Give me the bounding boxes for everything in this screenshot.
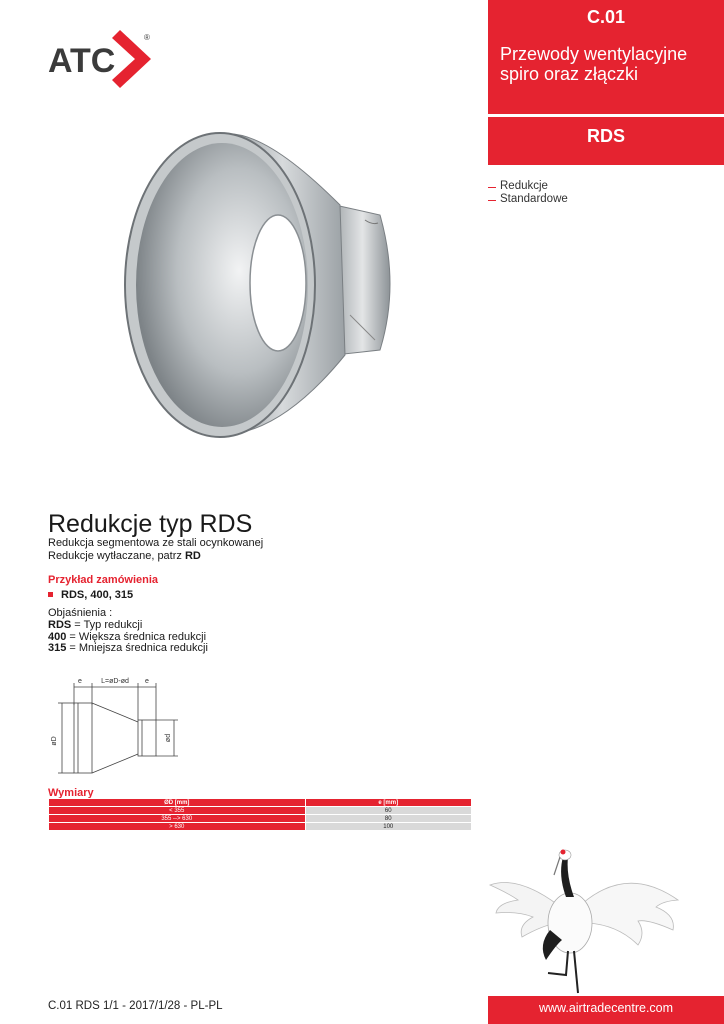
table-cell: 60: [305, 807, 471, 815]
model-code: RDS: [586, 126, 625, 146]
description-line-2: [48, 550, 263, 563]
column-header: ØD [mm]: [49, 799, 306, 807]
explanation-text: = Mniejsza średnica redukcji: [66, 642, 208, 655]
table-row: [49, 815, 472, 823]
technical-drawing: [46, 675, 206, 780]
atc-logo: [46, 30, 156, 88]
table-row: [49, 823, 472, 831]
website-link[interactable]: www.airtradecentre.com: [488, 996, 724, 1024]
table-cell: 80: [305, 815, 471, 823]
subnav-item-standard[interactable]: Standardowe: [488, 193, 568, 206]
table-cell: 355 --> 630: [49, 815, 306, 823]
drawing-label-e-left: e: [78, 678, 82, 685]
table-header-row: [49, 799, 472, 807]
explanation-text: = Większa średnica redukcji: [66, 630, 207, 643]
dimensions-table: [48, 798, 472, 831]
explanations: [48, 608, 208, 655]
dimensions-heading: Wymiary: [48, 787, 94, 799]
product-image: [110, 115, 430, 455]
logo-text: ATC: [48, 42, 116, 80]
footer-reference: C.01 RDS 1/1 - 2017/1/28 - PL-PL: [48, 1000, 223, 1012]
table-cell: < 355: [49, 807, 306, 815]
column-header: e [mm]: [305, 799, 471, 807]
drawing-label-e-right: e: [145, 678, 149, 685]
rd-reference[interactable]: RD: [184, 549, 201, 562]
explanation-text: = Typ redukcji: [71, 618, 143, 631]
explanation-key: 315: [48, 642, 67, 655]
section-code: C.01: [586, 7, 626, 27]
bullet-icon: [48, 592, 53, 597]
drawing-label-d: ød: [165, 733, 172, 743]
drawing-label-D: øD: [51, 736, 58, 746]
explanations-heading: Objaśnienia :: [48, 607, 113, 619]
registered-mark: ®: [144, 33, 150, 42]
order-example: [48, 589, 133, 601]
order-example-heading: Przykład zamówienia: [48, 574, 159, 586]
explanation-key: 400: [48, 630, 67, 643]
drawing-label-length: L=øD-ød: [101, 678, 129, 685]
explanation-key: RDS: [48, 618, 72, 631]
sub-navigation: [488, 180, 568, 206]
section-header-panel: [488, 0, 724, 114]
explanation-item: [48, 643, 208, 655]
table-cell: > 630: [49, 823, 306, 831]
subnav-item-reductions[interactable]: Redukcje: [488, 180, 568, 193]
table-row: [49, 807, 472, 815]
table-cell: 100: [305, 823, 471, 831]
section-title: Przewody wentylacyjne spiro oraz złączki: [500, 44, 688, 84]
product-description: [48, 537, 263, 562]
order-example-text: RDS, 400, 315: [61, 589, 134, 601]
crane-illustration: [488, 845, 688, 995]
description-line-1: Redukcja segmentowa ze stali ocynkowanej: [48, 537, 264, 549]
product-title: Redukcje typ RDS: [48, 510, 253, 538]
model-panel: [488, 117, 724, 165]
description-line-2-prefix: Redukcje wytłaczane, patrz: [48, 549, 185, 562]
